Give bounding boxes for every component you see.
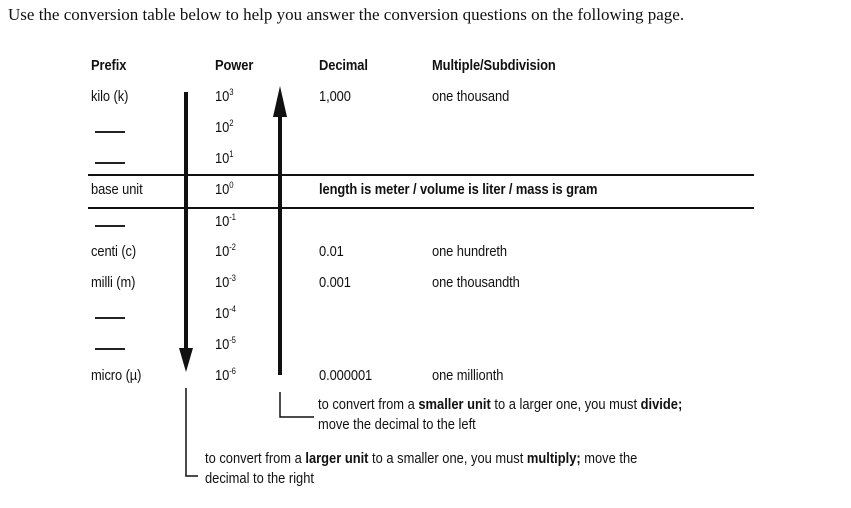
power-base: 10 xyxy=(215,336,230,353)
decimal-cell: 0.01 xyxy=(319,243,344,260)
divide-bracket xyxy=(280,392,314,417)
power-exponent: -1 xyxy=(229,212,236,222)
down-arrow-head xyxy=(179,348,193,372)
multiple-cell: one millionth xyxy=(432,367,504,384)
prefix-cell: micro (µ) xyxy=(91,367,142,384)
decimal-cell: 0.001 xyxy=(319,274,351,291)
power-exponent: 0 xyxy=(229,180,234,190)
multiply-note: to convert from a larger unit to a smaller one, you must multiply; move the decimal to the right xyxy=(205,450,638,487)
divide-note: to convert from a smaller unit to a larger one, you must divide; move the decimal to the left xyxy=(318,396,683,433)
power-base: 10 xyxy=(215,274,230,291)
power-exponent: -2 xyxy=(229,242,236,252)
decimal-cell: length is meter / volume is liter / mass is gram xyxy=(319,181,598,198)
multiple-cell: one thousandth xyxy=(432,274,520,291)
power-base: 10 xyxy=(215,305,230,322)
decimal-cell: 1,000 xyxy=(319,88,351,105)
header-multiple: Multiple/Subdivision xyxy=(432,57,556,74)
header-decimal: Decimal xyxy=(319,57,368,74)
header-power: Power xyxy=(215,57,254,74)
power-exponent: -3 xyxy=(229,273,236,283)
multiple-cell: one thousand xyxy=(432,88,510,105)
power-base: 10 xyxy=(215,367,230,384)
instruction-text: Use the conversion table below to help you answer the conversion questions on the following page. xyxy=(8,5,685,24)
power-exponent: 1 xyxy=(229,149,234,159)
power-exponent: -4 xyxy=(229,304,236,314)
prefix-cell: milli (m) xyxy=(91,274,136,291)
decimal-cell: 0.000001 xyxy=(319,367,373,384)
power-base: 10 xyxy=(215,119,230,136)
power-exponent: 3 xyxy=(229,87,234,97)
power-exponent: -5 xyxy=(229,335,236,345)
multiply-bracket xyxy=(186,388,198,476)
power-exponent: -6 xyxy=(229,366,236,376)
power-base: 10 xyxy=(215,150,230,167)
power-base: 10 xyxy=(215,243,230,260)
prefix-cell: base unit xyxy=(91,181,143,198)
power-base: 10 xyxy=(215,213,230,230)
prefix-cell: kilo (k) xyxy=(91,88,129,105)
power-exponent: 2 xyxy=(229,118,234,128)
up-arrow-head xyxy=(273,86,287,117)
power-base: 10 xyxy=(215,88,230,105)
header-prefix: Prefix xyxy=(91,57,127,74)
multiple-cell: one hundreth xyxy=(432,243,508,260)
power-base: 10 xyxy=(215,181,230,198)
prefix-cell: centi (c) xyxy=(91,243,137,260)
